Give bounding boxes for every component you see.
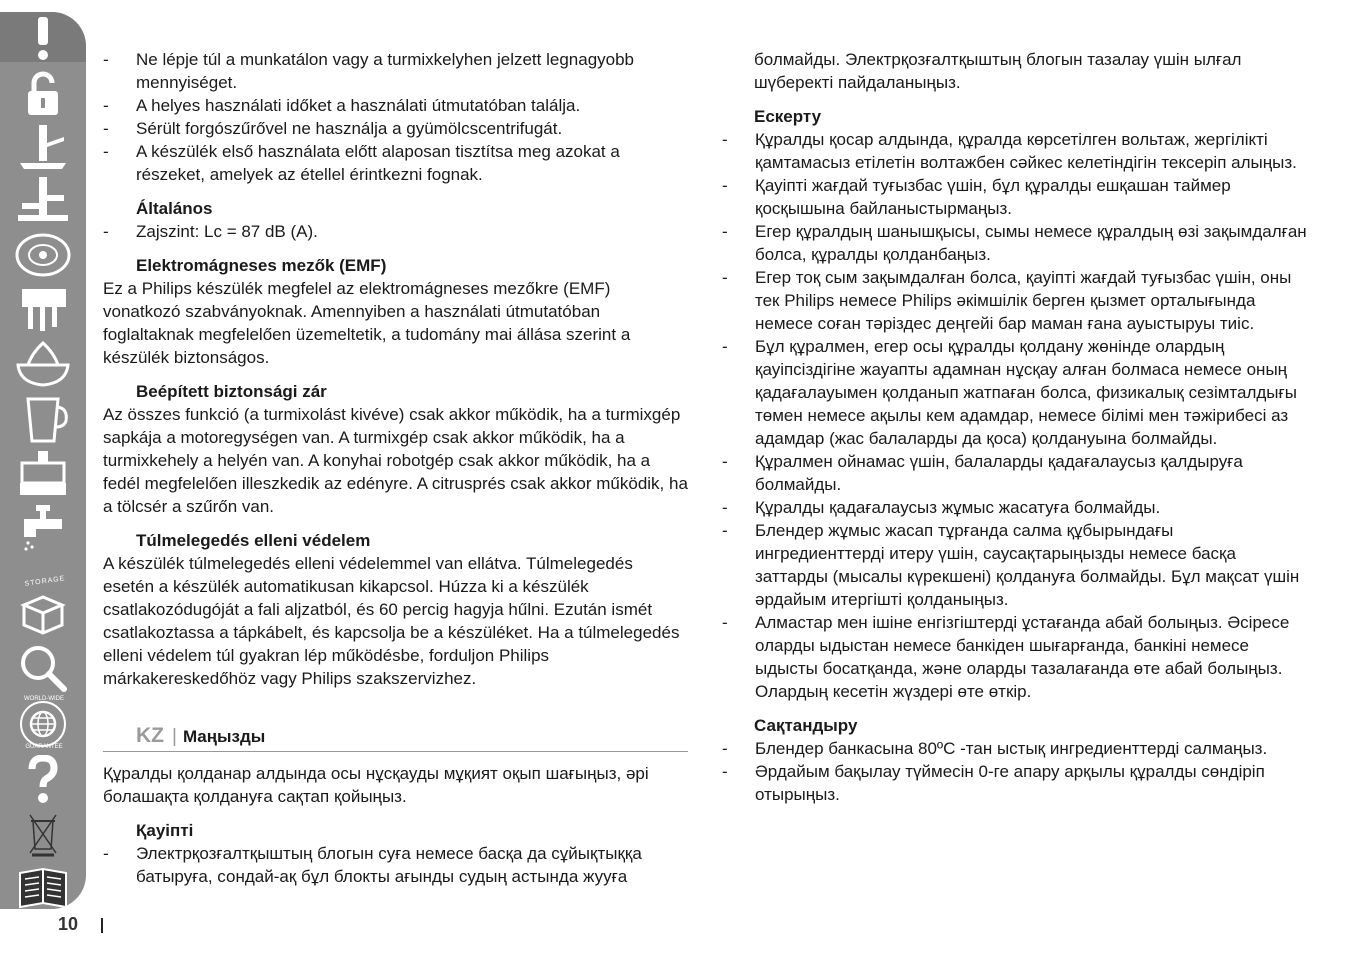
section-heading: Túlmelegedés elleni védelem [136, 531, 371, 550]
tap-icon[interactable] [11, 502, 75, 554]
guarantee-top-label: WORLD-WIDE [24, 696, 64, 702]
section-heading: Beépített biztonsági zár [136, 382, 327, 401]
dough-blade-icon[interactable] [11, 174, 75, 226]
right-column [722, 48, 1307, 806]
worldwide-guarantee-icon[interactable] [11, 698, 75, 750]
processor-icon[interactable] [11, 448, 75, 500]
citrus-press-icon[interactable] [11, 338, 75, 390]
language-section-header [103, 724, 688, 752]
list-item: - Құралмен ойнамас үшін, балаларды қадағалаусыз қалдыруға болмайды. [722, 452, 1243, 494]
list-item: - Бұл құралмен, егер осы құралды қолдану жөнінде олардың қауіпсіздігіне жауапты адамнан нұсқау алған болмаса немесе оның қадағалауымен қолданып жатпаған болса, физикалық сезімталдығы төмен немесе ақылы кем адамдар, немесе білімі мен тәжірибесі аз адамдар (жас балаларды да қоса) қолдануына болмайды. [722, 337, 1297, 448]
list-item: - Блендер жұмыс жасап тұрғанда салма құбырындағы ингредиенттерді итеру үшін, саусақтарыңызды немесе басқа заттарды (мысалы күрекшені) қолдануға болмайды. Бұл мақсат үшін әрдайым итергішті қолданыңыз. [722, 521, 1300, 609]
list-item: - Егер тоқ сым зақымдалған болса, қауіпті жағдай туғызбас үшін, оны тек Philips немесе Philips әкімшілік берген қызмет орталығында немесе соған тәріздес деңгейі бар маман ғана ауыстыруы тиіс. [722, 268, 1292, 333]
language-separator: | [172, 726, 177, 747]
list-item: - Zajszint: Lc = 87 dB (A). [103, 222, 318, 241]
sidebar [0, 12, 86, 909]
list-item: - Егер құралдың шанышқысы, сымы немесе құралдың өзі зақымдалған болса, құралды қолданбаңыз. [722, 222, 1307, 264]
paragraph: Ez a Philips készülék megfelel az elektromágneses mezőkre (EMF) vonatkozó szabványoknak. Amennyiben a használati útmutatóban foglaltaknak megfelelően üzemeltetik, a tudomány mai állása szerint a készülék biztonságos. [103, 279, 631, 367]
question-icon[interactable] [11, 754, 75, 806]
list-item: - Алмастар мен ішіне енгізгіштерді ұстағанда абай болыңыз. Әсіресе оларды ыдыстан немесе банкіден шығарғанда, банкіні немесе ыдысты босатқанда, және оларды тазалағанда өте абай болыңыз. Олардың кесетін жүздері өте өткір. [722, 613, 1290, 701]
unlock-icon[interactable] [11, 68, 75, 120]
manual-book-icon[interactable] [11, 862, 75, 909]
warning-icon[interactable] [11, 12, 75, 64]
section-heading: Ескерту [754, 107, 822, 126]
list-item: - Блендер банкасына 80ºC -тан ыстық ингредиенттерді салмаңыз. [722, 739, 1268, 758]
mixer-icon[interactable] [11, 284, 75, 336]
list-item: - Sérült forgószűrővel ne használja a gyümölcscentrifugát. [103, 119, 563, 138]
disc-icon[interactable] [11, 228, 75, 280]
list-item: - A készülék első használata előtt alaposan tisztítsa meg azokat a részeket, amelyek az étellel érintkezni fognak. [103, 142, 620, 184]
list-item: - Құралды қосар алдында, құралда көрсетілген вольтаж, жергілікті қамтамасыз етілетін волтажбен сәйкес келетіндігін тексеріп алыңыз. [722, 130, 1297, 172]
list-item: - Ne lépje túl a munkatálon vagy a turmixkelyhen jelzett legnagyobb mennyiséget. [103, 50, 635, 92]
jug-icon[interactable] [11, 394, 75, 446]
paragraph: Az összes funkció (a turmixolást kivéve) csak akkor működik, ha a turmixgép sapkája a motoregységen van. A turmixgép csak akkor működik, ha a turmixkehely a helyén van. A konyhai robotgép csak akkor működik, ha a fedél megfelelően illeszkedik az edényre. A citrusprés csak akkor működik, ha a tölcsér a szűrőn van. [103, 405, 688, 516]
language-section-title: Маңызды [182, 727, 266, 746]
list-item: - Әрдайым бақылау түймесін 0-ге апару арқылы құралды сөндіріп отырыңыз. [722, 762, 1265, 804]
section-heading: Általános [136, 199, 213, 218]
section-heading: Elektromágneses mezők (EMF) [136, 256, 387, 275]
page-number-divider [101, 918, 103, 933]
page-number: 10 [58, 914, 79, 934]
guarantee-bottom-label: GUARANTEE [25, 744, 63, 750]
paragraph: Құралды қолданар алдында осы нұсқауды мұқият оқып шағыңыз, әрі болашақта қолдануға сақтап қойыңыз. [103, 764, 649, 806]
recycle-bin-icon[interactable] [11, 808, 75, 860]
list-item: - Құралды қадағалаусыз жұмыс жасатуға болмайды. [722, 498, 1161, 517]
paragraph: болмайды. Электрқозғалтқыштың блогын тазалау үшін ылғал шүберекті пайдаланыңыз. [754, 50, 1242, 92]
blade-icon[interactable] [11, 122, 75, 174]
section-heading: Сақтандыру [754, 716, 858, 735]
language-code: KZ [136, 724, 164, 747]
magnifier-icon[interactable] [11, 642, 75, 694]
storage-label: STORAGE [24, 575, 66, 588]
list-item: - A helyes használati időket a használati útmutatóban találja. [103, 96, 581, 115]
list-item: - Электрқозғалтқыштың блогын суға немесе басқа да сұйықтыққа батыруға, сондай-ақ бұл блокты ағынды судың астында жууға [103, 844, 642, 886]
storage-icon[interactable] [11, 586, 75, 638]
list-item: - Қауіпті жағдай туғызбас үшін, бұл құралды ешқашан таймер қосқышына байланыстырмаңыз. [722, 176, 1231, 218]
left-column [103, 48, 688, 888]
paragraph: A készülék túlmelegedés elleni védelemmel van ellátva. Túlmelegedés esetén a készülék automatikusan kikapcsol. Húzza ki a készülék csatlakozódugóját a fali aljzatból, és 60 percig hagyja hűlni. Ezután ismét csatlakoztassa a tápkábelt, és kapcsolja be a készüléket. Ha a túlmelegedés elleni védelem túl gyakran lép működésbe, forduljon Philips márkakereskedőhöz vagy Philips szakszervizhez. [103, 554, 680, 688]
section-heading: Қауіпті [136, 821, 194, 840]
